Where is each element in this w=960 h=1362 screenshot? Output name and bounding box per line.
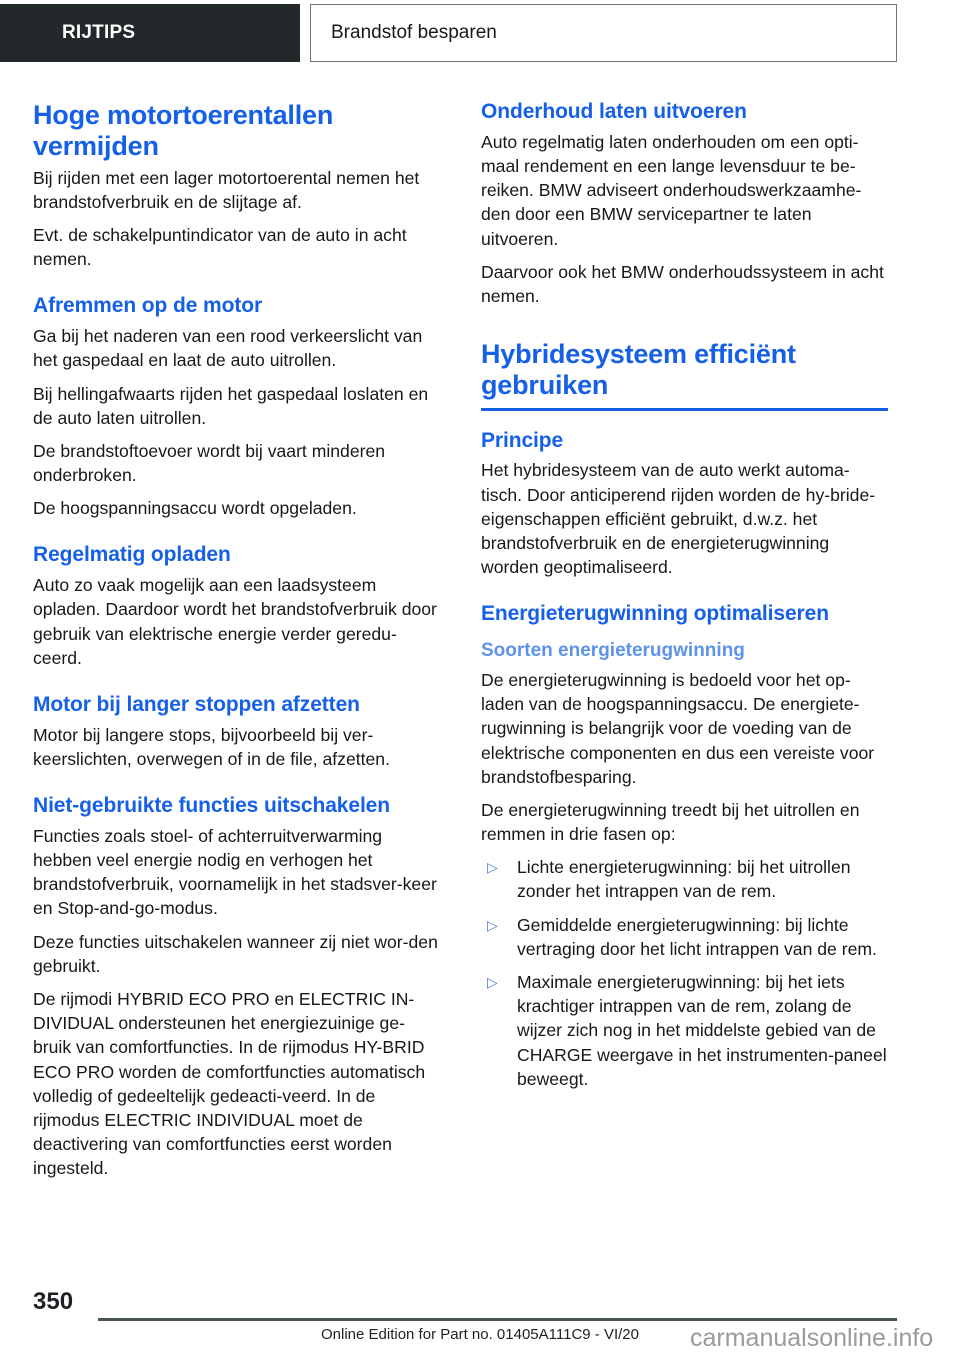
list-item xyxy=(481,913,888,961)
paragraph: Auto zo vaak mogelijk aan een laadsysteem opladen. Daardoor wordt het brandstofverbruik door gebruik van elektrische energie verder geredu-ceerd. xyxy=(33,575,437,668)
section-heading: Niet-gebruikte functies uitschakelen xyxy=(33,794,390,818)
paragraph: Auto regelmatig laten onderhouden om een opti-maal rendement en een lange levensduur te be-reiken. BMW adviseert onderhoudswerkzaamhe-den door een BMW servicepartner te laten uitvoeren. xyxy=(481,131,862,249)
bullet-list xyxy=(481,855,888,1091)
section-heading: Regelmatig opladen xyxy=(33,543,231,567)
paragraph: De rijmodi HYBRID ECO PRO en ELECTRIC IN-DIVIDUAL ondersteunen het energiezuinige ge-bruik van comfortfuncties. In de rijmodus HY-BRID ECO PRO worden de comfortfuncties automatisch volledig of gedeeltelijk gedeacti-veerd. In de rijmodus ELECTRIC INDIVIDUAL moet de deactivering van comfortfuncties eerst worden ingesteld. xyxy=(33,989,426,1179)
section-heading: Onderhoud laten uitvoeren xyxy=(481,100,747,123)
paragraph: Bij rijden met een lager motortoerental nemen het brandstofverbruik en de slijtage af. xyxy=(33,167,420,212)
list-item-text: Maximale energieterugwinning: bij het iets krachtiger intrappen van de rem, zolang de wijzer zich nog in het middelste gebied van de CHARGE weergave in het instrumenten-paneel beweegt. xyxy=(517,972,887,1089)
section-regelmatig-opladen xyxy=(33,543,440,670)
page-number: 350 xyxy=(33,1288,74,1315)
section-energieterugwinning-optimaliseren xyxy=(481,602,888,1091)
paragraph: Bij hellingafwaarts rijden het gaspedaal loslaten en de auto laten uitrollen. xyxy=(33,383,429,428)
list-item xyxy=(481,970,888,1091)
chapter-tab-label: RIJTIPS xyxy=(62,22,136,43)
list-item-text: Gemiddelde energieterugwinning: bij lichte vertraging door het licht intrappen van de rem. xyxy=(517,914,877,959)
footer-divider xyxy=(98,1318,897,1321)
section-afremmen-op-de-motor xyxy=(33,294,440,520)
chapter-heading: Hybridesysteem efficiënt gebruiken xyxy=(481,339,796,401)
spacer xyxy=(481,632,888,640)
section-principe xyxy=(481,429,888,580)
edition-text: Online Edition for Part no. 01405A111C9 - VI/20 xyxy=(321,1326,639,1343)
subsection-heading: Soorten energieterugwinning xyxy=(481,640,745,662)
list-item xyxy=(481,855,888,903)
list-item-text: Lichte energieterugwinning: bij het uitrollen zonder het intrappen van de rem. xyxy=(517,857,851,902)
section-niet-gebruikte-functies xyxy=(33,794,440,1180)
section-onderhoud-laten-uitvoeren xyxy=(481,100,888,308)
paragraph: Het hybridesysteem van de auto werkt automa-tisch. Door anticiperend rijden worden de hy-bride-eigenschappen efficiënt gebruikt, d.w.z. het brandstofverbruik en de energieterugwinning worden geoptimaliseerd. xyxy=(481,460,876,578)
watermark: carmanualsonline.info xyxy=(690,1324,934,1352)
section-tab xyxy=(310,4,897,62)
left-column xyxy=(33,100,440,1190)
paragraph: Motor bij langere stops, bijvoorbeeld bij ver-keerslichten, overwegen of in de file, afzetten. xyxy=(33,724,390,769)
paragraph: Deze functies uitschakelen wanneer zij niet wor-den gebruikt. xyxy=(33,931,438,976)
page-header xyxy=(0,0,960,68)
paragraph: Functies zoals stoel- of achterruitverwarming hebben veel energie nodig en verhogen het brandstofverbruik, voornamelijk in het stadsver-keer en Stop-and-go-modus. xyxy=(33,825,437,919)
spacer xyxy=(33,529,440,543)
page-footer xyxy=(0,1280,960,1362)
spacer xyxy=(33,280,440,294)
triangle-right-icon: ▷ xyxy=(487,859,498,876)
section-hoge-motortoerentallen xyxy=(33,100,440,271)
section-heading: Afremmen op de motor xyxy=(33,294,263,318)
section-heading: Hoge motortoerentallen vermijden xyxy=(33,100,334,162)
spacer xyxy=(481,588,888,602)
section-motor-afzetten xyxy=(33,693,440,771)
section-tab-label: Brandstof besparen xyxy=(331,22,497,43)
chapter-hybridesysteem xyxy=(481,339,888,411)
spacer xyxy=(33,679,440,693)
right-column xyxy=(481,100,888,1100)
paragraph: De energieterugwinning treedt bij het uitrollen en remmen in drie fasen op: xyxy=(481,799,860,845)
triangle-right-icon: ▷ xyxy=(487,916,498,933)
section-heading: Energieterugwinning optimaliseren xyxy=(481,602,829,626)
paragraph: Ga bij het naderen van een rood verkeerslicht van het gaspedaal en laat de auto uitrollen. xyxy=(33,326,423,371)
chapter-tab xyxy=(0,4,300,62)
spacer xyxy=(481,317,888,339)
paragraph: De hoogspanningsaccu wordt opgeladen. xyxy=(33,498,357,519)
paragraph: De energieterugwinning is bedoeld voor het op-laden van de hoogspanningsaccu. De energiete-rugwinning is belangrijk voor de voeding van de elektrische componenten en dus een vereiste voor brandstofbesparing. xyxy=(481,669,875,787)
spacer xyxy=(33,780,440,794)
section-heading: Motor bij langer stoppen afzetten xyxy=(33,692,360,716)
section-heading: Principe xyxy=(481,428,564,452)
paragraph: Daarvoor ook het BMW onderhoudssysteem in acht nemen. xyxy=(481,261,884,306)
triangle-right-icon: ▷ xyxy=(487,974,498,991)
page-content xyxy=(0,100,960,1280)
paragraph: Evt. de schakelpuntindicator van de auto in acht nemen. xyxy=(33,225,407,270)
paragraph: De brandstoftoevoer wordt bij vaart minderen onderbroken. xyxy=(33,440,386,486)
chapter-divider xyxy=(481,408,888,411)
